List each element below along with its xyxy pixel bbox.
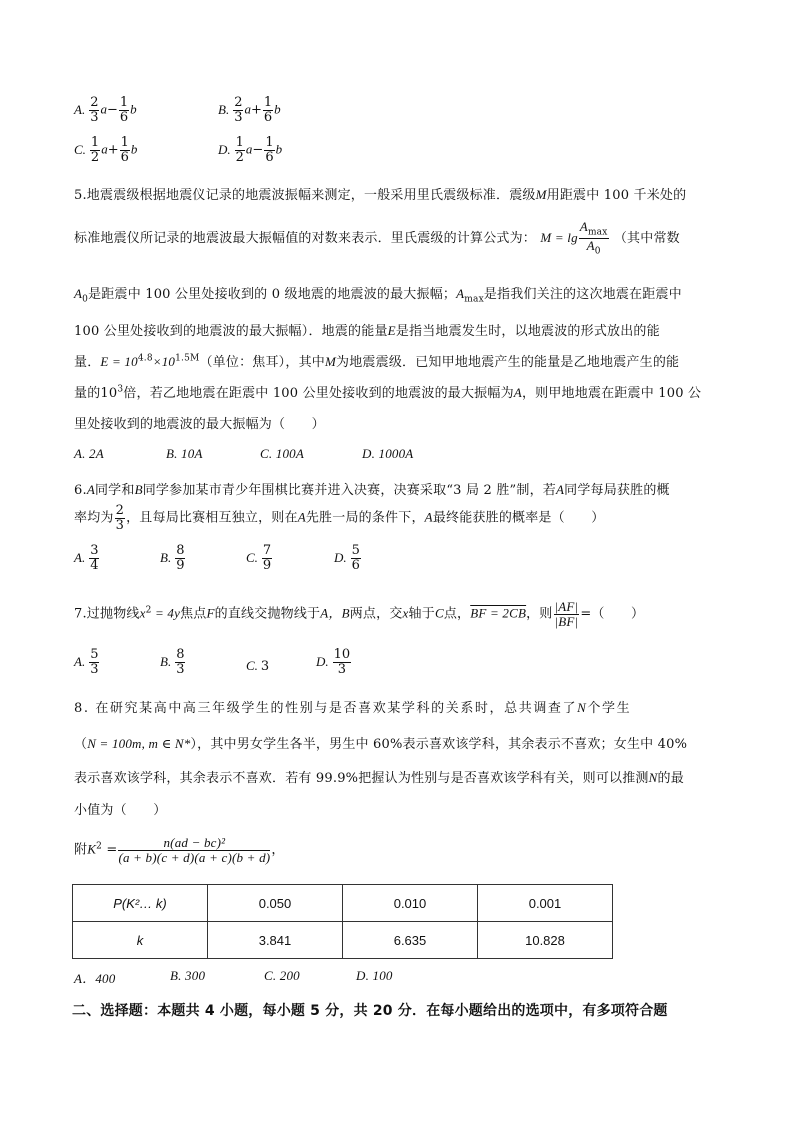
q7-option-a: A. $\frac{5}{3}$ <box>74 647 99 677</box>
critical-value-table <box>72 884 613 959</box>
q5-line-7: 里处接收到的地震波的最大振幅为（ ） <box>74 417 325 432</box>
table-cell: 0.010 <box>343 885 478 922</box>
q8-option-b: B. 300 <box>170 968 206 983</box>
q7-option-b: B. $\frac{8}{3}$ <box>160 647 185 677</box>
q8-line-1: 8. 在研究某高中高三年级学生的性别与是否喜欢某学科的关系时，总共调查了N个学生 <box>74 700 632 716</box>
q6-option-c: C. $\frac{7}{9}$ <box>246 543 272 573</box>
q7-option-c: C. 3 <box>246 658 270 674</box>
table-cell: 3.841 <box>208 922 343 959</box>
q8-option-c: C. 200 <box>264 968 300 983</box>
q7-line-1: 7.过抛物线$x^2 = 4y$焦点F的直线交抛物线于A，B两点，交x轴于C点，BF = 2CB，则 $\frac{|AF|}{|BF|}$ =（ ） <box>74 599 645 629</box>
q6-option-a: A. $\frac{3}{4}$ <box>74 543 99 573</box>
table-cell: 0.050 <box>208 885 343 922</box>
q8-option-a: A．400 <box>74 971 116 986</box>
q5-line-1: 5.地震震级根据地震仪记录的地震波振幅来测定，一般采用里氏震级标准．震级M用距震中 100 千米处的 <box>74 187 687 203</box>
table-cell-label: k <box>73 922 208 959</box>
q5-option-b: B. 10A <box>166 446 203 461</box>
q7-option-d: D. $\frac{10}{3}$ <box>316 647 351 677</box>
q6-option-d: D. $\frac{5}{6}$ <box>334 543 360 573</box>
table-row <box>73 885 613 922</box>
table-cell: 10.828 <box>478 922 613 959</box>
table-cell: 0.001 <box>478 885 613 922</box>
q5-line-4: 100 公里处接收到的地震波的最大振幅）．地震的能量E是指当地震发生时，以地震波的形式放出的能 <box>74 323 660 339</box>
q5-option-a: A. 2A <box>74 446 104 461</box>
q6-option-b: B. $\frac{8}{9}$ <box>160 543 185 573</box>
q4-option-c: C. $\frac{1}{2}$ a+ $\frac{1}{6}$ b <box>74 135 138 165</box>
q5-line-5: 量．$E = 10^{4.8}\times 10^{1.5M}$（单位：焦耳），其中M为地震震级．已知甲地地震产生的能量是乙地地震产生的能 <box>74 353 680 370</box>
q5-option-c: C. 100A <box>260 446 305 461</box>
q5-line-2: 标准地震仪所记录的地震波最大振幅值的对数来表示．里氏震级的计算公式为： M = lg $\frac{A_{max}}{A_0}$ （其中常数 <box>74 219 680 257</box>
vector-equation: BF = 2CB <box>470 605 527 621</box>
table-cell-label: P(K²… k) <box>73 885 208 922</box>
q8-line-3: 表示喜欢该学科，其余表示不喜欢．若有 99.9%把握认为性别与是否喜欢该学科有关，则可以推测N的最 <box>74 770 684 786</box>
q8-line-4: 小值为（ ） <box>74 803 167 818</box>
q5-option-d: D. 1000A <box>362 446 414 461</box>
section-heading: 二、选择题：本题共 4 小题，每小题 5 分，共 20 分．在每小题给出的选项中，有多项符合题 <box>72 1003 668 1019</box>
table-cell: 6.635 <box>343 922 478 959</box>
q6-line-2: 率均为 $\frac{2}{3}$ ，且每局比赛相互独立，则在A先胜一局的条件下，A最终能获胜的概率是（ ） <box>74 503 605 533</box>
q4-option-d: D. $\frac{1}{2}$ a− $\frac{1}{6}$ b <box>218 135 283 165</box>
q6-line-1: 6.A同学和B同学参加某市青少年围棋比赛并进入决赛，决赛采取“3 局 2 胜”制，若A同学每局获胜的概 <box>74 482 670 498</box>
q5-line-3: $A_0$是距震中 100 公里处接收到的 0 级地震的地震波的最大振幅；$A_{max}$是指我们关注的这次地震在距震中 <box>74 286 682 305</box>
q4-option-a: A. $\frac{2}{3}$ a− $\frac{1}{6}$ b <box>74 95 137 125</box>
q5-line-6: 量的$10^3$倍，若乙地地震在距震中 100 公里处接收到的地震波的最大振幅为A，则甲地地震在距震中 100 公 <box>74 384 702 401</box>
q8-formula: 附$K^2$ = $\frac{\text{n(ad − bc)²}}{(a + b)(c + d)(a + c)(b + d)}$ ， <box>74 835 285 865</box>
q8-line-2: （N = 100m, m ∈ N*），其中男女学生各半，男生中 60%表示喜欢该学科，其余表示不喜欢；女生中 40% <box>74 736 688 752</box>
table-row <box>73 922 613 959</box>
q8-option-d: D. 100 <box>356 968 393 983</box>
q4-option-b: B. $\frac{2}{3}$ a+ $\frac{1}{6}$ b <box>218 95 281 125</box>
